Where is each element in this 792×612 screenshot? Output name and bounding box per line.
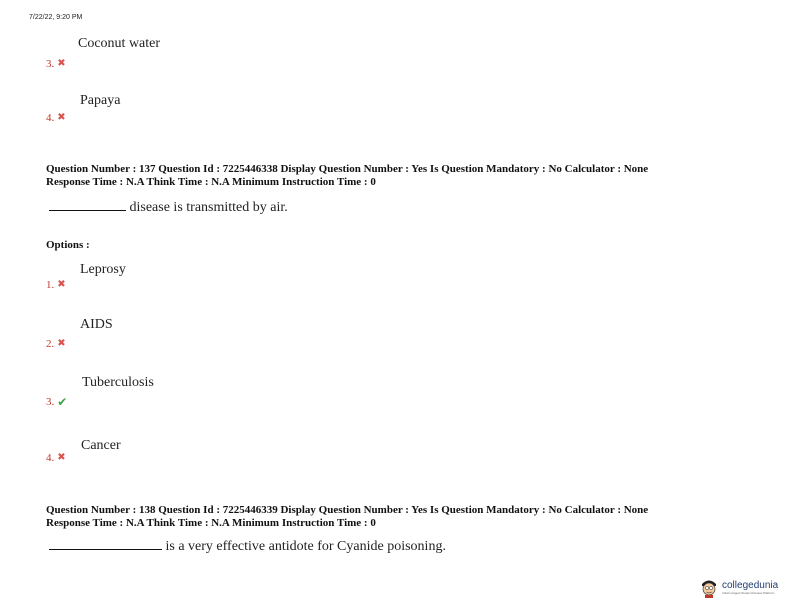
- option-text: Leprosy: [80, 262, 126, 277]
- check-mark-icon: ✔: [57, 395, 68, 409]
- option-text: Tuberculosis: [82, 375, 154, 390]
- cross-mark-icon: ✖: [57, 452, 66, 463]
- question-meta-line2: Response Time : N.A Think Time : N.A Minimum Instruction Time : 0: [46, 517, 376, 529]
- logo-text-block: [722, 581, 778, 595]
- print-timestamp: 7/22/22, 9:20 PM: [29, 14, 83, 21]
- option-index: 1.: [46, 279, 55, 291]
- option-number: [46, 58, 66, 70]
- question-138-meta: [46, 504, 648, 530]
- option-index: 3.: [46, 396, 55, 408]
- option-text: Coconut water: [78, 36, 161, 51]
- answer-blank: [49, 538, 162, 550]
- option-index: 2.: [46, 338, 55, 350]
- options-label: Options :: [46, 239, 90, 251]
- question-meta-line1: Question Number : 137 Question Id : 7225446338 Display Question Number : Yes Is Question Mandatory : No Calculator : None: [46, 163, 649, 175]
- question-text: disease is transmitted by air.: [129, 200, 288, 215]
- option-text: Cancer: [81, 438, 121, 453]
- option-index: 4.: [46, 112, 55, 124]
- question-meta-line2: Response Time : N.A Think Time : N.A Minimum Instruction Time : 0: [46, 176, 376, 188]
- cross-mark-icon: ✖: [57, 58, 66, 69]
- option-text: AIDS: [80, 317, 113, 332]
- cross-mark-icon: ✖: [57, 112, 66, 123]
- question-137-meta: [46, 163, 648, 189]
- question-meta-line1: Question Number : 138 Question Id : 7225446339 Display Question Number : Yes Is Question Mandatory : No Calculator : None: [46, 504, 649, 516]
- collegedunia-logo: [700, 578, 778, 598]
- option-number: [46, 112, 66, 124]
- answer-blank: [49, 199, 126, 211]
- option-number: [46, 338, 66, 350]
- option-text: Papaya: [80, 93, 121, 108]
- option-index: 3.: [46, 58, 55, 70]
- question-text: is a very effective antidote for Cyanide poisoning.: [165, 539, 446, 554]
- cross-mark-icon: ✖: [57, 279, 66, 290]
- mascot-icon: [700, 578, 718, 598]
- option-number: [46, 279, 66, 291]
- brand-tagline: India's largest Student Review Platform: [722, 591, 775, 595]
- question-138-text: [49, 538, 446, 555]
- option-number: [46, 396, 67, 408]
- cross-mark-icon: ✖: [57, 338, 66, 349]
- option-number: [46, 452, 66, 464]
- question-137-text: [49, 199, 288, 216]
- brand-name: collegedunia: [722, 580, 779, 591]
- option-index: 4.: [46, 452, 55, 464]
